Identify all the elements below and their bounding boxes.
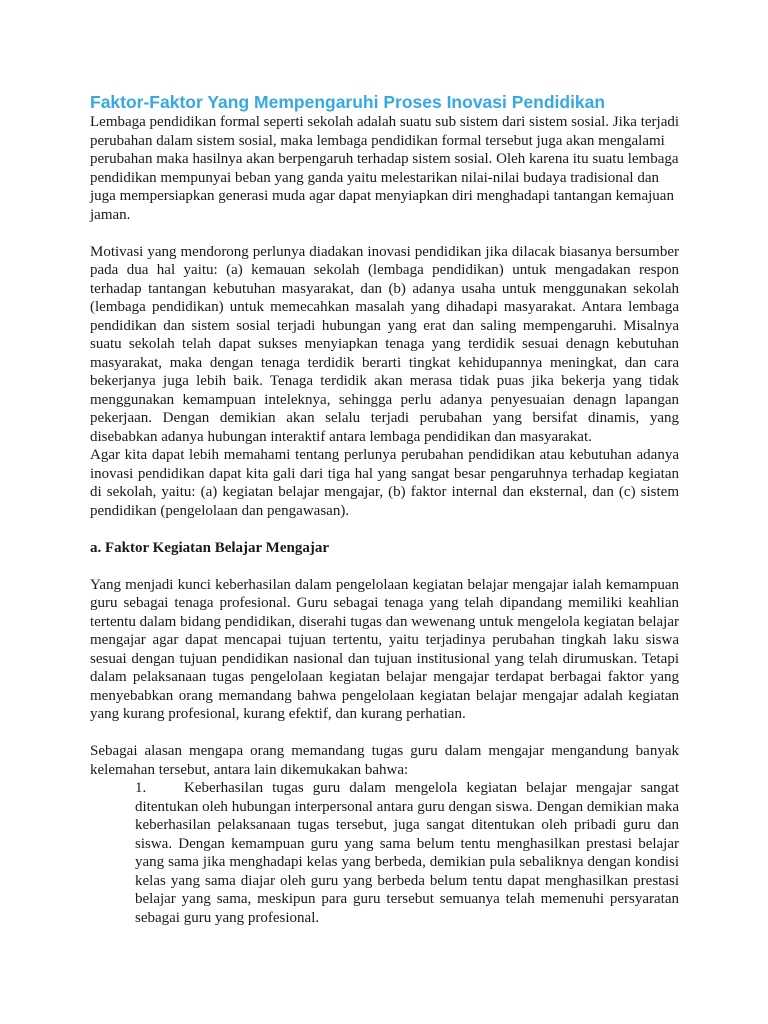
section-heading-a: a. Faktor Kegiatan Belajar Mengajar <box>90 539 329 556</box>
paragraph-gap <box>90 724 679 743</box>
paragraph-gap <box>90 557 679 576</box>
paragraph-key-success: Yang menjadi kunci keberhasilan dalam pengelolaan kegiatan belajar mengajar ialah kemampuan guru sebagai tenaga profesional. Guru sebagai tenaga yang telah dipandang memiliki keahlian tertentu dalam bidang pendidikan, diserahi tugas dan wewenang untuk mengelola kegiatan belajar mengajar agar dapat mencapai tujuan tertentu, yaitu terjadinya perubahan tingkah laku siswa sesuai dengan tujuan pendidikan nasional dan tujuan institusional yang telah dirumuskan. Tetapi dalam pelaksanaan tugas pengelolaan kegiatan belajar mengajar terdapat berbagai faktor yang menyebabkan orang memandang bahwa pengelolaan kegiatan belajar mengajar adalah kegiatan yang kurang profesional, kurang efektif, dan kurang perhatian. <box>90 576 679 722</box>
paragraph-gap <box>90 520 679 539</box>
list-item <box>135 779 679 927</box>
paragraph-gap <box>90 224 679 243</box>
paragraph-reasons: Sebagai alasan mengapa orang memandang tugas guru dalam mengajar mengandung banyak kelemahan tersebut, antara lain dikemukakan bahwa: <box>90 743 679 778</box>
paragraph-intro: Lembaga pendidikan formal seperti sekolah adalah suatu sub sistem dari sistem sosial. Jika terjadi perubahan dalam sistem sosial, maka lembaga pendidikan formal tersebut juga akan mengalami perubahan maka hasilnya akan berpengaruh terhadap sistem sosial. Oleh karena itu suatu lembaga pendidikan mempunyai beban yang ganda yaitu melestarikan nilai-nilai budaya tradisional dan juga mempersiapkan generasi muda agar dapat menyiapkan diri menghadapi tantangan kemajuan jaman. <box>90 114 680 223</box>
reasons-list <box>90 779 679 927</box>
list-item-text: Keberhasilan tugas guru dalam mengelola kegiatan belajar mengajar sangat ditentukan oleh hubungan interpersonal antara guru dengan siswa. Dengan demikian maka keberhasilan pelaksanaan tugas tersebut, juga sangat ditentukan oleh pribadi guru dan siswa. Dengan kemampuan guru yang sama belum tentu menghasilkan prestasi belajar yang sama jika menghadapi kelas yang berbeda, demikian pula sebaliknya dengan kondisi kelas yang sama diajar oleh guru yang berbeda belum tentu dapat menghasilkan prestasi belajar yang sama, meskipun para guru tersebut semuanya telah memenuhi persyaratan sebagai guru yang profesional. <box>135 780 679 926</box>
paragraph-motivation: Motivasi yang mendorong perlunya diadakan inovasi pendidikan jika dilacak biasanya bersumber pada dua hal yaitu: (a) kemauan sekolah (lembaga pendidikan) untuk mengadakan respon terhadap tantangan kebutuhan masyarakat, dan (b) adanya usaha untuk menggunakan sekolah (lembaga pendidikan) untuk memecahkan masalah yang dihadapi masyarakat. Antara lembaga pendidikan dan sistem sosial terjadi hubungan yang erat dan saling mempengaruhi. Misalnya suatu sekolah telah dapat sukses menyiapkan tenaga yang terdidik sesuai denagn kebutuhan masyarakat, maka dengan tenaga terdidik berarti tingkat kehidupannya meningkat, dan cara bekerjanya juga lebih baik. Tenaga terdidik akan merasa tidak puas jika bekerja yang tidak menggunakan kemampuan inteleknya, sehingga perlu adanya penyesuaian denagn lapangan pekerjaan. Dengan demikian akan selalu terjadi perubahan yang bersifat dinamis, yang disebabkan adanya hubungan interaktif antara lembaga pendidikan dan masyarakat. <box>90 243 679 445</box>
paragraph-three-factors: Agar kita dapat lebih memahami tentang perlunya perubahan pendidikan atau kebutuhan adanya inovasi pendidikan dapat kita gali dari tiga hal yang sangat besar pengaruhnya terhadap kegiatan di sekolah, yaitu: (a) kegiatan belajar mengajar, (b) faktor internal dan eksternal, dan (c) sistem pendidikan (pengelolaan dan pengawasan). <box>90 447 679 519</box>
list-item-number: 1. <box>135 780 147 796</box>
document-title: Faktor-Faktor Yang Mempengaruhi Proses Inovasi Pendidikan <box>90 92 606 112</box>
document-page <box>90 91 679 927</box>
